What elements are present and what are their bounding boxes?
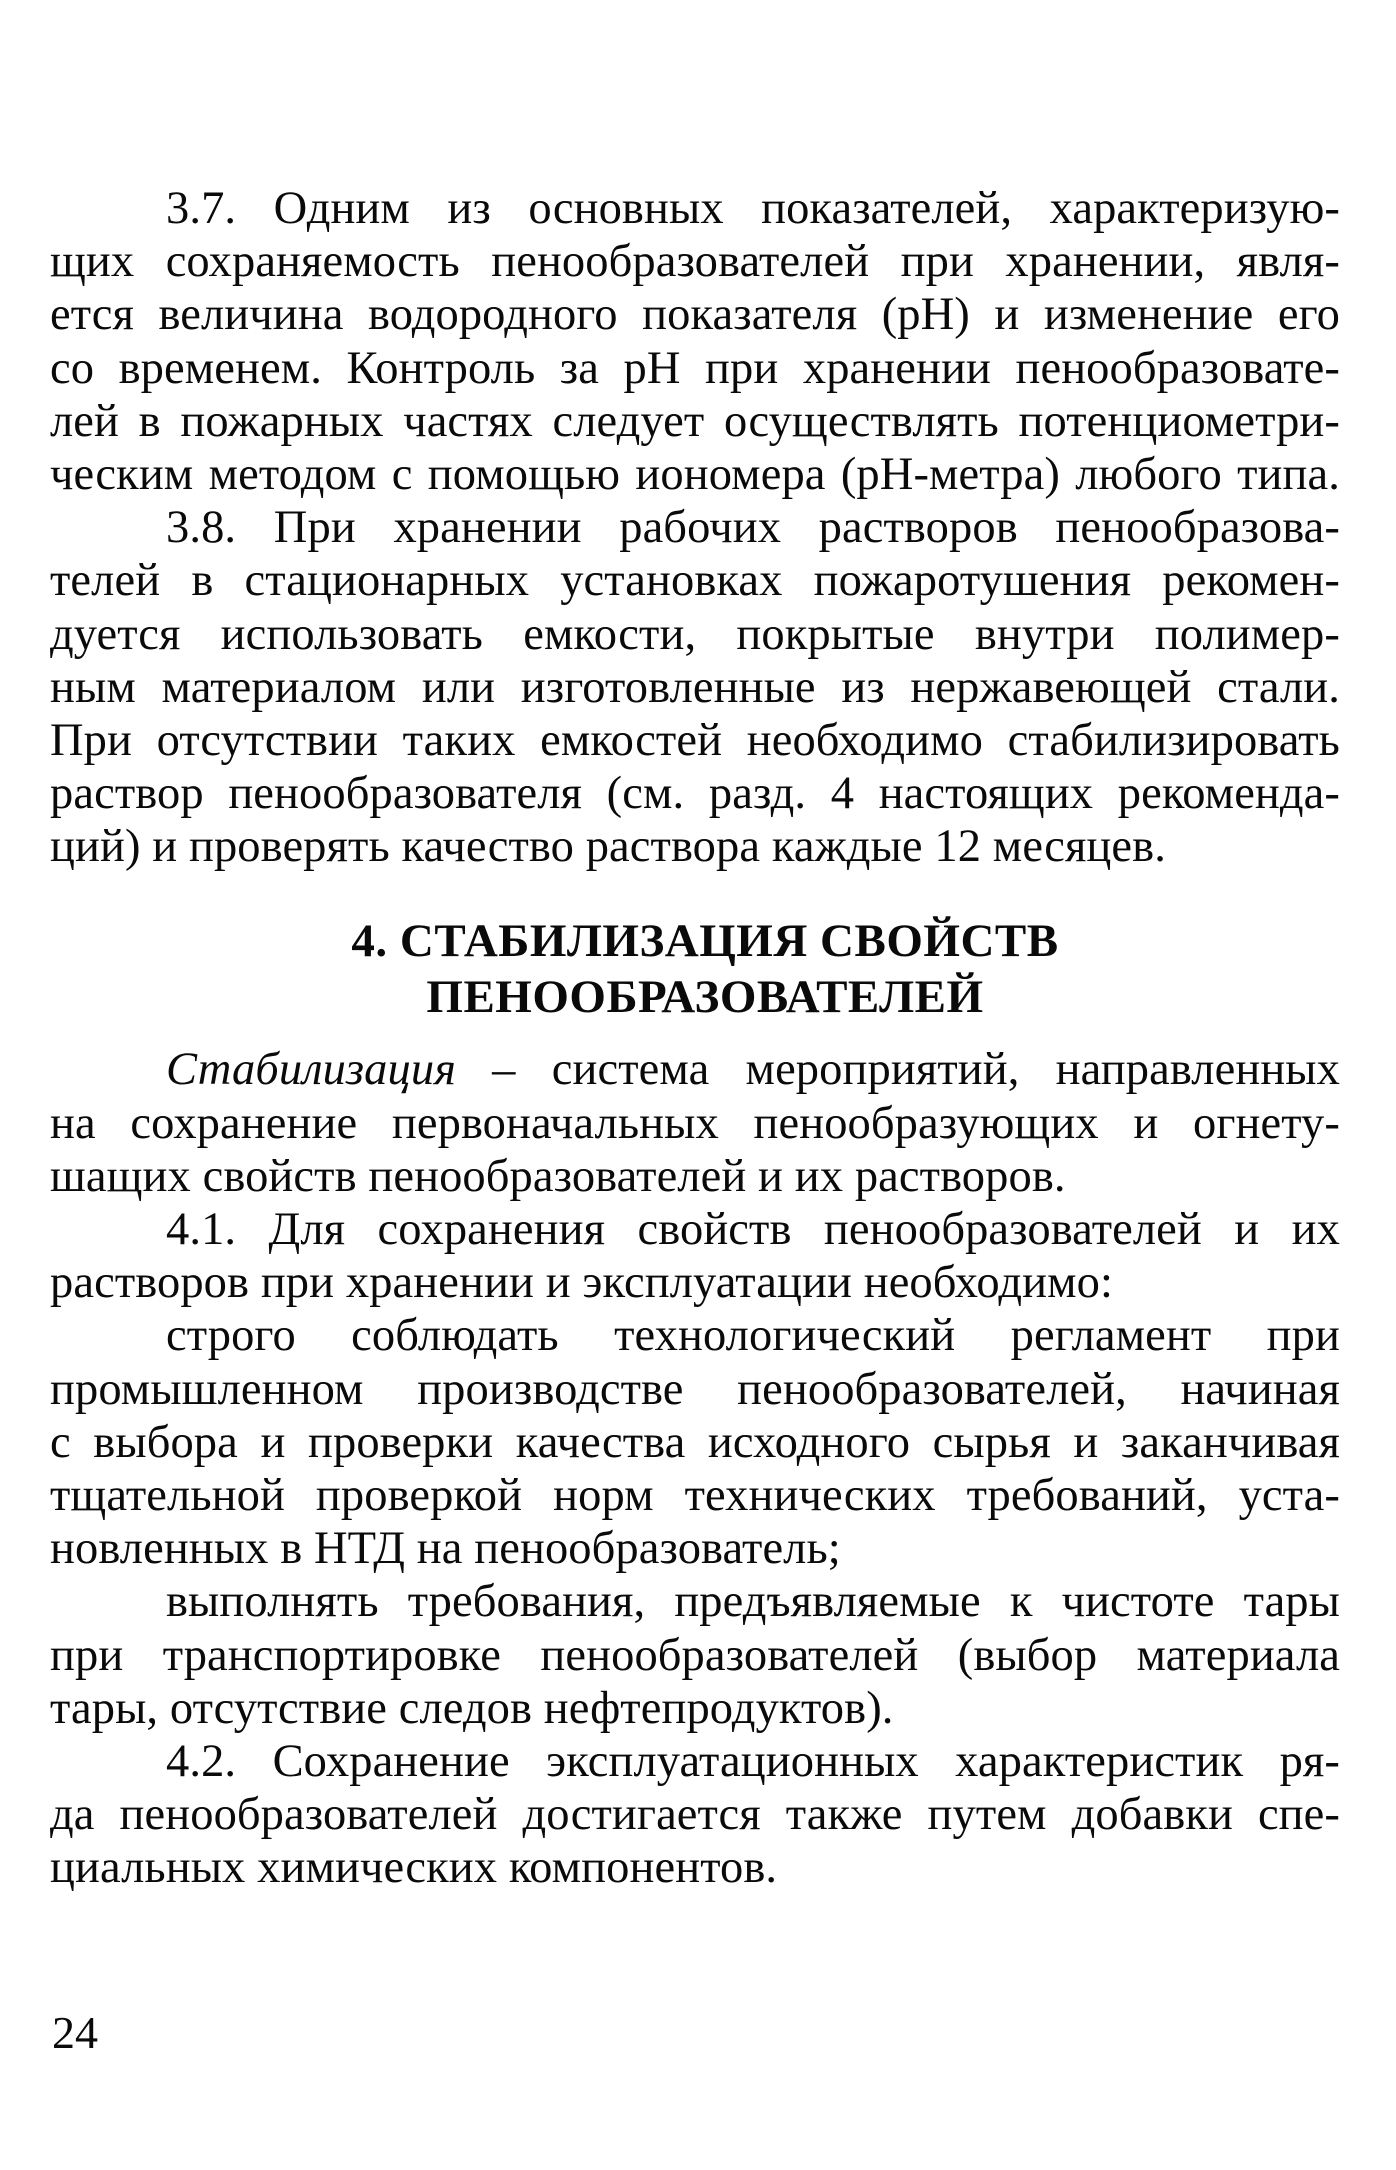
definition-paragraph (50, 1043, 1340, 1203)
text-line: растворов при хранении и эксплуатации необходимо: (50, 1257, 1114, 1309)
page-number: 24 (52, 2007, 98, 2058)
text-line: шащих свойств пенообразователей и их растворов. (50, 1150, 1066, 1202)
text-line: при транспортировке пенообразователей (выбор материала (50, 1629, 1340, 1681)
section-heading (50, 913, 1340, 1025)
text-line: дуется использовать емкости, покрытые внутри полимер- (50, 608, 1340, 660)
text-line: ным материалом или изготовленные из нержавеющей стали. (50, 661, 1340, 713)
paragraph-3-8 (50, 501, 1340, 873)
text-line: выполнять требования, предъявляемые к чистоте тары (166, 1576, 1340, 1628)
definition-term: Стабилизация (166, 1044, 456, 1096)
list-item-1 (50, 1309, 1340, 1575)
section-heading-line-2: ПЕНООБРАЗОВАТЕЛЕЙ (426, 971, 984, 1024)
text-line (50, 1043, 1340, 1096)
text-line: да пенообразователей достигается также путем добавки спе- (50, 1789, 1340, 1841)
text-line: лей в пожарных частях следует осуществлять потенциометри- (50, 395, 1340, 447)
paragraph-3-7 (50, 182, 1340, 501)
text-line: новленных в НТД на пенообразователь; (50, 1523, 841, 1575)
text-line: строго соблюдать технологический регламент при (166, 1310, 1340, 1362)
paragraph-4-1 (50, 1203, 1340, 1309)
text-line: тары, отсутствие следов нефтепродуктов). (50, 1682, 894, 1734)
text-line: ческим методом с помощью иономера (рН-метра) любого типа. (50, 448, 1340, 500)
text-line: телей в стационарных установках пожаротушения рекомен- (50, 555, 1340, 607)
text-line: 3.7. Одним из основных показателей, характеризую- (166, 183, 1340, 234)
text-line: циальных химических компонентов. (50, 1842, 778, 1894)
text-line: ется величина водородного показателя (рН) и изменение его (50, 289, 1340, 341)
text-line: промышленном производстве пенообразователей, начиная (50, 1363, 1340, 1415)
paragraph-4-2 (50, 1735, 1340, 1895)
document-page (50, 182, 1340, 1894)
text-line: При отсутствии таких емкостей необходимо стабилизировать (50, 714, 1340, 766)
text-line: со временем. Контроль за рН при хранении пенообразовате- (50, 342, 1340, 394)
list-item-2 (50, 1575, 1340, 1735)
text-line: на сохранение первоначальных пенообразующих и огнету- (50, 1097, 1340, 1149)
text-line: ций) и проверять качество раствора каждые 12 месяцев. (50, 821, 1166, 873)
text-line: раствор пенообразователя (см. разд. 4 настоящих рекоменда- (50, 768, 1340, 820)
text-line: 3.8. При хранении рабочих растворов пенообразова- (166, 502, 1340, 554)
text-line: 4.2. Сохранение эксплуатационных характеристик ря- (166, 1735, 1340, 1787)
definition-text: – система мероприятий, направленных (455, 1044, 1340, 1096)
section-heading-line-1: 4. СТАБИЛИЗАЦИЯ СВОЙСТВ (351, 915, 1059, 968)
text-line: тщательной проверкой норм технических требований, уста- (50, 1469, 1340, 1521)
text-line: щих сохраняемость пенообразователей при хранении, явля- (50, 236, 1340, 288)
text-line: с выбора и проверки качества исходного сырья и заканчивая (50, 1416, 1340, 1468)
text-line: 4.1. Для сохранения свойств пенообразователей и их (166, 1204, 1340, 1255)
